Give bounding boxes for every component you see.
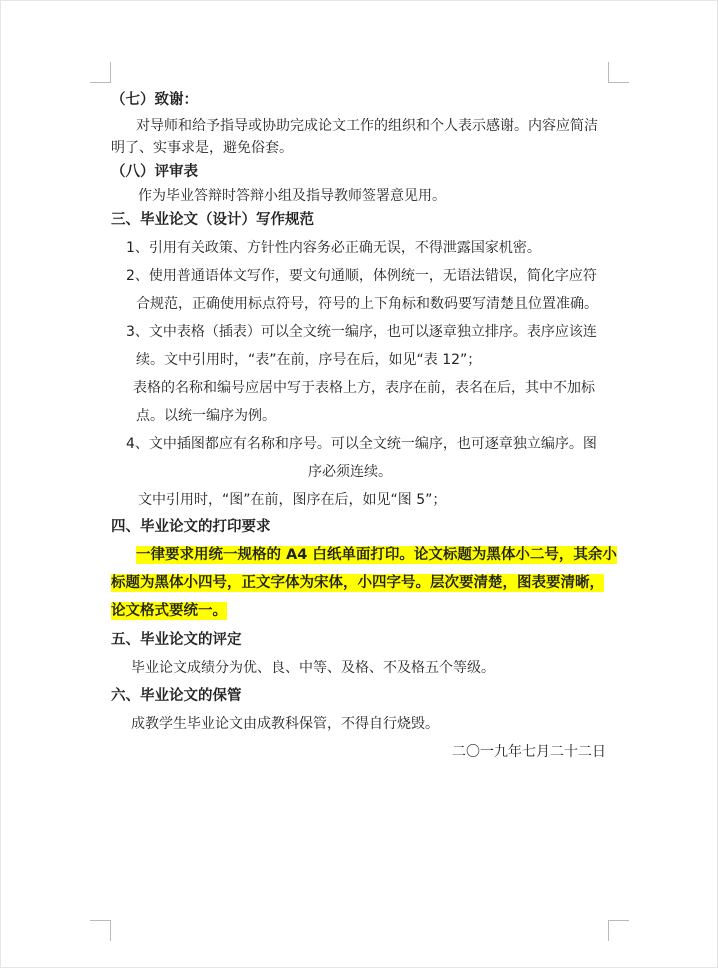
page-corner-mark-top-right: [608, 62, 629, 83]
list-item: 4、文中插图都应有名称和序号。可以全文统一编序，也可逐章独立编序。图: [126, 436, 597, 452]
list-item-continuation: 合规范，正确使用标点符号，符号的上下角标和数码要写清楚且位置准确。: [136, 296, 598, 312]
list-item-continuation: 文中引用时，“图”在前，图序在后，如见“图 5”；: [138, 492, 447, 508]
section-heading-acknowledgement: （七）致谢：: [111, 92, 198, 108]
list-item-continuation: 点。以统一编序为例。: [136, 408, 276, 424]
page-corner-mark-bottom-right: [608, 920, 629, 941]
list-item: 2、使用普通语体文写作，要文句通顺，体例统一，无语法错误，简化字应符: [126, 268, 597, 284]
highlighted-paragraph-line: 论文格式要统一。: [111, 603, 227, 619]
section-heading-writing-norms: 三、毕业论文（设计）写作规范: [111, 212, 314, 228]
highlighted-paragraph-line: 标题为黑体小四号，正文字体为宋体，小四字号。层次要清楚，图表要清晰，: [111, 575, 604, 591]
document-date: 二〇一九年七月二十二日: [452, 744, 606, 760]
section-heading-storage: 六、毕业论文的保管: [111, 688, 242, 704]
paragraph-line: 毕业论文成绩分为优、良、中等、及格、不及格五个等级。: [131, 660, 495, 676]
highlighted-paragraph-line: 一律要求用统一规格的 A4 白纸单面打印。论文标题为黑体小二号，其余小: [136, 547, 617, 563]
paragraph-line: 成教学生毕业论文由成教科保管，不得自行烧毁。: [131, 716, 439, 732]
page-corner-mark-bottom-left: [90, 920, 111, 941]
paragraph-line: 对导师和给予指导或协助完成论文工作的组织和个人表示感谢。内容应简洁: [136, 118, 598, 134]
list-item-continuation: 序必须连续。: [308, 464, 392, 480]
page-corner-mark-top-left: [90, 62, 111, 83]
section-heading-evaluation: 五、毕业论文的评定: [111, 632, 242, 648]
section-heading-print-requirements: 四、毕业论文的打印要求: [111, 519, 271, 535]
section-heading-review-form: （八）评审表: [111, 164, 198, 180]
paragraph-line: 明了、实事求是，避免俗套。: [111, 140, 293, 156]
list-item: 1、引用有关政策、方针性内容务必正确无误，不得泄露国家机密。: [126, 240, 541, 256]
list-item: 3、文中表格（插表）可以全文统一编序，也可以逐章独立排序。表序应该连: [126, 324, 597, 340]
paragraph-line: 作为毕业答辩时答辩小组及指导教师签署意见用。: [138, 188, 446, 204]
list-item-continuation: 表格的名称和编号应居中写于表格上方，表序在前，表名在后，其中不加标: [133, 380, 595, 396]
list-item-continuation: 续。文中引用时，“表”在前，序号在后，如见“表 12”；: [136, 352, 482, 368]
